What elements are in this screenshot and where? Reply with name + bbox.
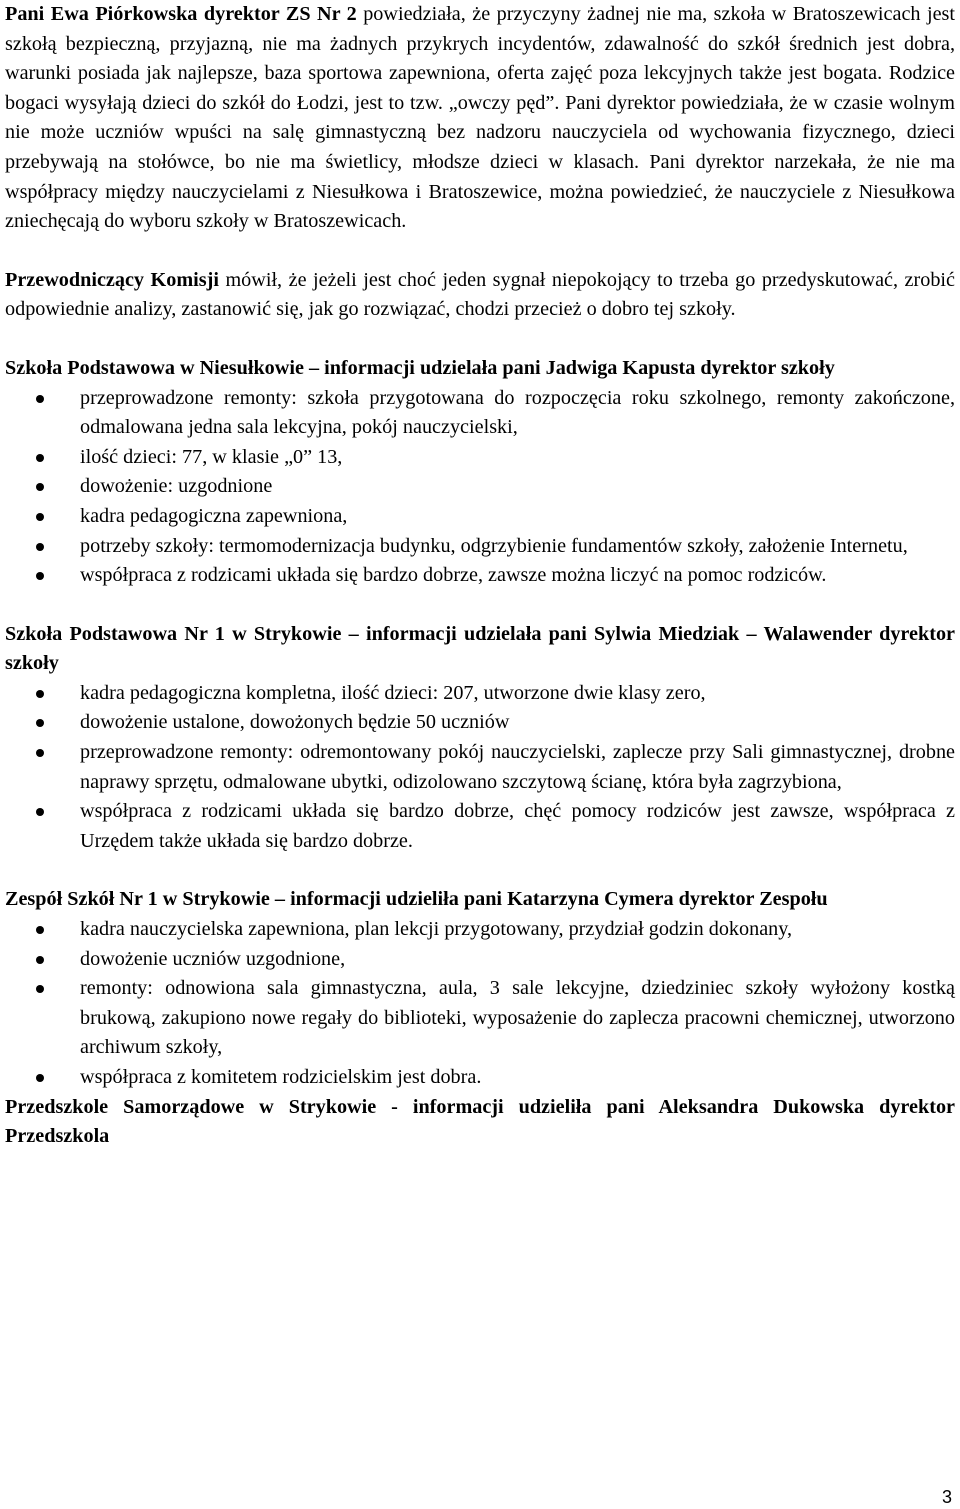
bullet-list-sp1-strykow (5, 679, 955, 857)
section-heading-sp1-strykow: Szkoła Podstawowa Nr 1 w Strykowie – informacji udzielała pani Sylwia Miedziak – Walawender dyrektor szkoły (5, 622, 955, 675)
paragraph-chairman (5, 266, 955, 325)
paragraph-body: powiedziała, że przyczyny żadnej nie ma, szkoła w Bratoszewicach jest szkołą bezpieczną, przyjazną, nie ma żadnych przykrych incydentów, zdawalność do szkół średnich jest dobra, warunki posiada jak najlepsze, baza sportowa zapewniona, oferta zajęć poza lekcyjnych także jest bogata. Rodzice bogaci wysyłają dzieci do szkół do Łodzi, jest to tzw. „owczy pęd”. Pani dyrektor powiedziała, że w czasie wolnym nie może uczniów wpuści na salę gimnastyczną bez nadzoru nauczyciela od wychowania fizycznego, dzieci przebywają na stołówce, bo nie ma świetlicy, młodsze dzieci w klasach. Pani dyrektor narzekała, że nie ma współpracy między nauczycielami z Niesułkowa i Bratoszewice, można powiedzieć, że nauczyciele z Niesułkowa zniechęcają do wyboru szkoły w Bratoszewicach. (5, 3, 955, 233)
list-item: kadra pedagogiczna kompletna, ilość dzieci: 207, utworzone dwie klasy zero, (5, 679, 955, 709)
list-item: współpraca z rodzicami układa się bardzo dobrze, chęć pomocy rodziców jest zawsze, współpraca z Urzędem także układa się bardzo dobrze. (5, 797, 955, 856)
list-item: przeprowadzone remonty: odremontowany pokój nauczycielski, zaplecze przy Sali gimnastycznej, drobne naprawy sprzętu, odmalowane ubytki, odizolowano szczytową ścianę, która była zagrzybiona, (5, 738, 955, 797)
list-item: przeprowadzone remonty: szkoła przygotowana do rozpoczęcia roku szkolnego, remonty zakończone, odmalowana jedna sala lekcyjna, pokój nauczycielski, (5, 384, 955, 443)
list-item: współpraca z komitetem rodzicielskim jest dobra. (5, 1063, 955, 1093)
section-heading-zs1-strykow: Zespół Szkół Nr 1 w Strykowie – informacji udzieliła pani Katarzyna Cymera dyrektor Zespołu (5, 888, 828, 911)
list-item: ilość dzieci: 77, w klasie „0” 13, (5, 443, 955, 473)
bullet-list-niesulkow (5, 384, 955, 591)
document-page (5, 0, 955, 1152)
list-item: dowożenie uczniów uzgodnione, (5, 945, 955, 975)
section-heading-przedszkole: Przedszkole Samorządowe w Strykowie - informacji udzieliła pani Aleksandra Dukowska dyrektor Przedszkola (5, 1095, 955, 1148)
list-item: współpraca z rodzicami układa się bardzo dobrze, zawsze można liczyć na pomoc rodziców. (5, 561, 955, 591)
list-item: kadra pedagogiczna zapewniona, (5, 502, 955, 532)
page-number: 3 (941, 1487, 952, 1507)
paragraph-body: mówił, że jeżeli jest choć jeden sygnał niepokojący to trzeba go przedyskutować, zrobić odpowiednie analizy, zastanowić się, jak go rozwiązać, chodzi przecież o dobro tej szkoły. (5, 268, 955, 321)
list-item: potrzeby szkoły: termomodernizacja budynku, odgrzybienie fundamentów szkoły, założenie Internetu, (5, 532, 955, 562)
paragraph-lead-bold: Pani Ewa Piórkowska dyrektor ZS Nr 2 (5, 3, 357, 25)
list-item: remonty: odnowiona sala gimnastyczna, aula, 3 sale lekcyjne, dziedziniec szkoły wyłożony kostką brukową, zakupiono nowe regały do biblioteki, wyposażenie do zaplecza pracowni chemicznej, utworzono archiwum szkoły, (5, 974, 955, 1063)
paragraph-director-ewa (5, 0, 955, 237)
bullet-list-zs1-strykow (5, 915, 955, 1093)
list-item: dowożenie ustalone, dowożonych będzie 50 uczniów (5, 708, 955, 738)
list-item: kadra nauczycielska zapewniona, plan lekcji przygotowany, przydział godzin dokonany, (5, 915, 955, 945)
paragraph-lead-bold: Przewodniczący Komisji (5, 268, 219, 291)
section-heading-niesulkow: Szkoła Podstawowa w Niesułkowie – informacji udzielała pani Jadwiga Kapusta dyrektor szkoły (5, 356, 835, 379)
list-item: dowożenie: uzgodnione (5, 472, 955, 502)
